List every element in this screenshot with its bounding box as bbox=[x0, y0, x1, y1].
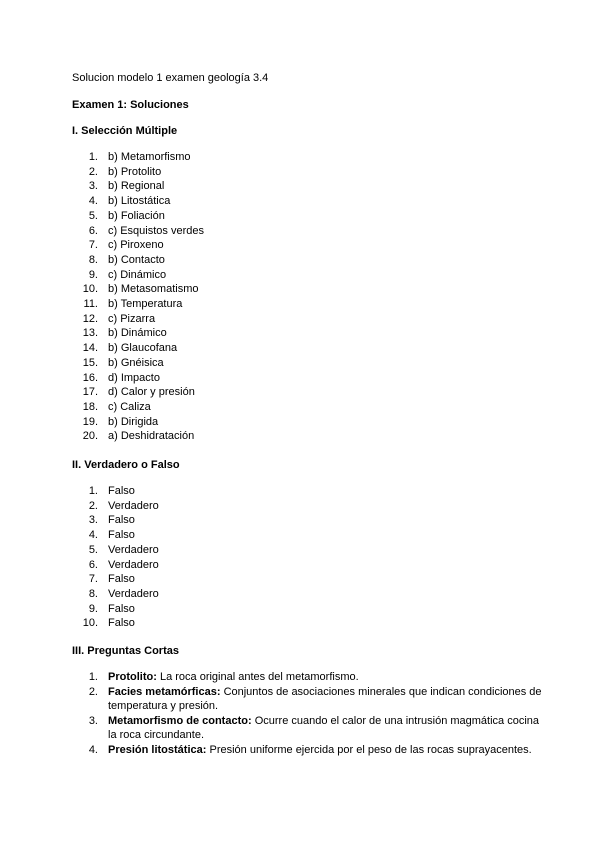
list-item bbox=[72, 385, 542, 400]
item-text: Presión uniforme ejercida por el peso de las rocas suprayacentes. bbox=[209, 744, 532, 757]
item-term: Metamorfismo de contacto: bbox=[108, 714, 252, 727]
short-questions-list bbox=[72, 670, 542, 758]
item-text: b) Metasomatismo bbox=[108, 283, 199, 296]
list-item bbox=[72, 429, 542, 444]
list-item bbox=[72, 415, 542, 430]
item-text: Falso bbox=[108, 514, 135, 527]
list-item bbox=[72, 179, 542, 194]
list-item bbox=[72, 194, 542, 209]
item-number: 17. bbox=[82, 386, 98, 399]
item-text: b) Litostática bbox=[108, 195, 171, 208]
item-text: a) Deshidratación bbox=[108, 430, 195, 443]
item-text: Falso bbox=[108, 602, 135, 615]
item-text: d) Calor y presión bbox=[108, 386, 195, 399]
item-number: 18. bbox=[82, 400, 98, 413]
list-item bbox=[72, 670, 542, 685]
list-item bbox=[72, 238, 542, 253]
item-number: 5. bbox=[88, 209, 98, 222]
item-text: Conjuntos de asociaciones minerales que indican condiciones de temperatura y presión. bbox=[108, 685, 542, 713]
list-item bbox=[72, 685, 542, 714]
item-number: 3. bbox=[88, 714, 98, 727]
item-number: 19. bbox=[82, 415, 98, 428]
item-number: 20. bbox=[82, 430, 98, 443]
item-text: b) Temperatura bbox=[108, 298, 183, 311]
list-item bbox=[72, 356, 542, 371]
item-text: c) Esquistos verdes bbox=[108, 224, 204, 237]
list-item bbox=[72, 165, 542, 180]
list-item bbox=[72, 209, 542, 224]
item-text: Falso bbox=[108, 573, 135, 586]
item-number: 2. bbox=[88, 499, 98, 512]
list-item bbox=[72, 513, 542, 528]
item-number: 9. bbox=[88, 602, 98, 615]
item-text: b) Protolito bbox=[108, 165, 162, 178]
item-text: b) Contacto bbox=[108, 253, 165, 266]
item-number: 1. bbox=[88, 485, 98, 498]
list-item bbox=[72, 312, 542, 327]
list-item bbox=[72, 543, 542, 558]
item-term: Facies metamórficas: bbox=[108, 685, 221, 698]
item-text: c) Dinámico bbox=[108, 268, 167, 281]
section1-heading: I. Selección Múltiple bbox=[72, 125, 178, 137]
list-item bbox=[72, 282, 542, 297]
list-item bbox=[72, 499, 542, 514]
item-text: Verdadero bbox=[108, 543, 159, 556]
multiple-choice-list bbox=[72, 150, 542, 444]
item-text: La roca original antes del metamorfismo. bbox=[159, 671, 359, 684]
list-item bbox=[72, 224, 542, 239]
true-false-list bbox=[72, 484, 542, 631]
item-text: Falso bbox=[108, 617, 135, 630]
item-number: 16. bbox=[82, 371, 98, 384]
item-text: b) Dirigida bbox=[108, 415, 159, 428]
item-number: 15. bbox=[82, 356, 98, 369]
item-text: b) Metamorfismo bbox=[108, 151, 191, 163]
list-item bbox=[72, 400, 542, 415]
item-number: 3. bbox=[88, 180, 98, 193]
item-number: 6. bbox=[88, 224, 98, 237]
item-text: Falso bbox=[108, 529, 135, 542]
list-item bbox=[72, 371, 542, 386]
item-number: 4. bbox=[88, 195, 98, 208]
item-number: 8. bbox=[88, 253, 98, 266]
item-text: b) Foliación bbox=[108, 209, 165, 222]
item-number: 12. bbox=[82, 312, 98, 325]
document-page bbox=[72, 71, 542, 758]
item-number: 3. bbox=[88, 514, 98, 527]
document-title: Solucion modelo 1 examen geología 3.4 bbox=[72, 72, 269, 84]
item-text: b) Regional bbox=[108, 180, 165, 193]
item-number: 1. bbox=[88, 671, 98, 684]
item-number: 4. bbox=[88, 744, 98, 757]
item-number: 2. bbox=[88, 165, 98, 178]
section3-heading: III. Preguntas Cortas bbox=[72, 645, 179, 658]
exam-heading: Examen 1: Soluciones bbox=[72, 99, 189, 111]
item-number: 13. bbox=[82, 327, 98, 340]
list-item bbox=[72, 743, 542, 758]
list-item bbox=[72, 150, 542, 165]
item-number: 7. bbox=[88, 239, 98, 252]
item-text: c) Caliza bbox=[108, 400, 151, 413]
list-item bbox=[72, 253, 542, 268]
item-term: Presión litostática: bbox=[108, 744, 207, 757]
list-item bbox=[72, 484, 542, 499]
list-item bbox=[72, 616, 542, 631]
item-number: 5. bbox=[88, 543, 98, 556]
list-item bbox=[72, 572, 542, 587]
item-term: Protolito: bbox=[108, 671, 157, 684]
item-text: Verdadero bbox=[108, 558, 159, 571]
list-item bbox=[72, 341, 542, 356]
list-item bbox=[72, 268, 542, 283]
item-number: 10. bbox=[82, 283, 98, 296]
list-item bbox=[72, 558, 542, 573]
item-text: Verdadero bbox=[108, 587, 159, 600]
item-number: 10. bbox=[82, 617, 98, 630]
item-text: Ocurre cuando el calor de una intrusión magmática cocina la roca circundante. bbox=[108, 714, 540, 742]
item-number: 7. bbox=[88, 573, 98, 586]
item-number: 6. bbox=[88, 558, 98, 571]
item-text: Verdadero bbox=[108, 499, 159, 512]
item-text: b) Glaucofana bbox=[108, 342, 178, 355]
item-number: 11. bbox=[83, 298, 98, 311]
item-text: b) Gnéisica bbox=[108, 356, 164, 369]
list-item bbox=[72, 528, 542, 543]
item-text: b) Dinámico bbox=[108, 327, 167, 340]
item-text: Falso bbox=[108, 485, 135, 498]
item-number: 4. bbox=[88, 529, 98, 542]
list-item bbox=[72, 714, 542, 743]
item-number: 2. bbox=[88, 685, 98, 698]
item-number: 14. bbox=[82, 342, 98, 355]
item-number: 9. bbox=[88, 268, 98, 281]
list-item bbox=[72, 326, 542, 341]
item-number: 8. bbox=[88, 587, 98, 600]
item-text: c) Piroxeno bbox=[108, 239, 164, 252]
list-item bbox=[72, 587, 542, 602]
item-text: c) Pizarra bbox=[108, 312, 156, 325]
list-item bbox=[72, 297, 542, 312]
section2-heading: II. Verdadero o Falso bbox=[72, 459, 180, 472]
item-text: d) Impacto bbox=[108, 371, 160, 384]
item-number: 1. bbox=[88, 151, 98, 163]
list-item bbox=[72, 602, 542, 617]
